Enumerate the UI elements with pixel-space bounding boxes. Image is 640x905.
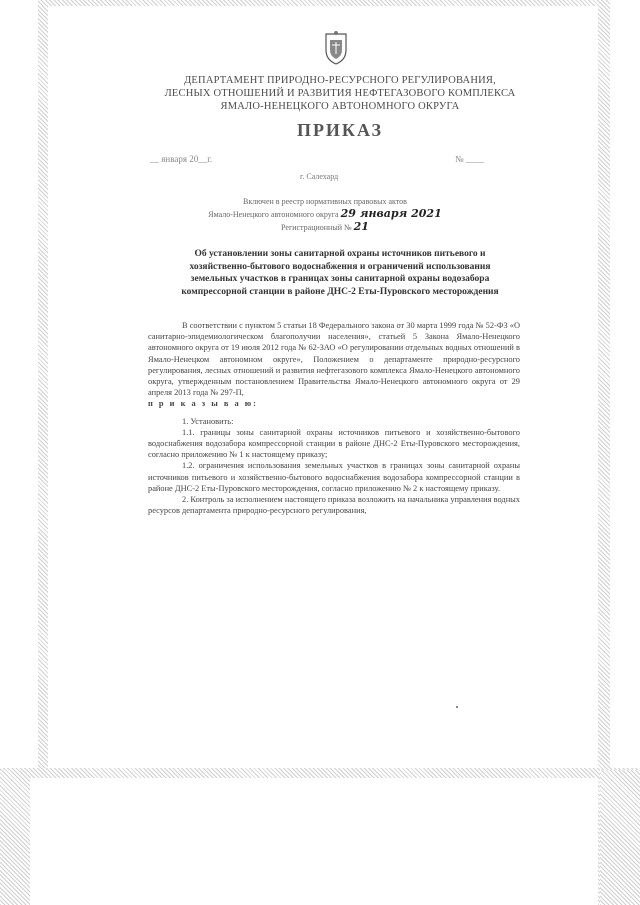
coat-of-arms-icon bbox=[322, 30, 350, 66]
registration-line bbox=[205, 208, 445, 221]
item-1-1: 1.1. границы зоны санитарной охраны источников питьевого и хозяйственно-бытового водоснабжения водозабора компрессорной станции в районе ДНС-2 Еты-Пуровского месторождения, согласно приложению № 1 к настоящему приказу; bbox=[148, 427, 520, 460]
document-title bbox=[160, 248, 520, 298]
document-date: __ января 20__г. bbox=[150, 154, 213, 164]
department-line: ЛЕСНЫХ ОТНОШЕНИЙ И РАЗВИТИЯ НЕФТЕГАЗОВОГО КОМПЛЕКСА bbox=[164, 88, 516, 99]
registration-text: Регистрационный № bbox=[281, 223, 352, 232]
department-line: ДЕПАРТАМЕНТ ПРИРОДНО-РЕСУРСНОГО РЕГУЛИРОВАНИЯ, bbox=[184, 75, 496, 86]
title-line: хозяйственно-бытового водоснабжения и ограничений использования bbox=[189, 261, 491, 272]
registration-text: Ямало-Ненецкого автономного округа bbox=[208, 210, 339, 219]
title-line: земельных участков в границах зоны санитарной охраны водозабора bbox=[190, 274, 490, 284]
title-line: компрессорной станции в районе ДНС-2 Еты-Пуровского месторождения bbox=[181, 286, 499, 297]
registration-line bbox=[205, 221, 445, 234]
registration-stamp bbox=[205, 196, 445, 234]
order-word: п р и к а з ы в а ю: bbox=[148, 399, 258, 409]
title-line: Об установлении зоны санитарной охраны источников питьевого и bbox=[194, 249, 486, 259]
department-name bbox=[150, 74, 530, 113]
document-number: № ____ bbox=[455, 154, 484, 164]
document-type: ПРИКАЗ bbox=[296, 120, 384, 140]
preamble-paragraph: В соответствии с пунктом 5 статьи 18 Федерального закона от 30 марта 1999 года № 52-ФЗ «О санитарно-эпидемиологическом благополучии населения», статьей 5 Закона Ямало-Ненецкого автономного округа от 19 июля 2012 года № 62-ЗАО «О регулировании отдельных водных отношений в Ямало-Ненецком автономном округе», Положением о департаменте природно-ресурсного регулирования, лесных отношений и развития нефтегазового комплекса Ямало-Ненецкого автономного округа, утвержденным постановлением Правительства Ямало-Ненецкого автономного округа от 29 апреля 2013 года № 297-П, bbox=[148, 321, 520, 398]
scan-speck bbox=[456, 706, 458, 708]
item-1-2: 1.2. ограничения использования земельных участков в границах зоны санитарной охраны источников питьевого и хозяйственно-бытового водоснабжения водозабора компрессорной станции в районе ДНС-2 Еты-Пуровского месторождения, согласно приложению № 2 к настоящему приказу. bbox=[148, 461, 520, 493]
department-line: ЯМАЛО-НЕНЕЦКОГО АВТОНОМНОГО ОКРУГА bbox=[220, 101, 460, 112]
handwritten-reg-number: 21 bbox=[353, 220, 369, 233]
document-city: г. Салехард bbox=[300, 172, 339, 181]
item-2: 2. Контроль за исполнением настоящего приказа возложить на начальника управления водных ресурсов департамента природно-ресурсного регулирования, bbox=[148, 495, 520, 516]
document-body bbox=[148, 320, 520, 516]
registration-line: Включен в реестр нормативных правовых актов bbox=[243, 197, 407, 206]
handwritten-date: 29 января 2021 bbox=[340, 207, 442, 220]
item-1: 1. Установить: bbox=[182, 416, 234, 426]
